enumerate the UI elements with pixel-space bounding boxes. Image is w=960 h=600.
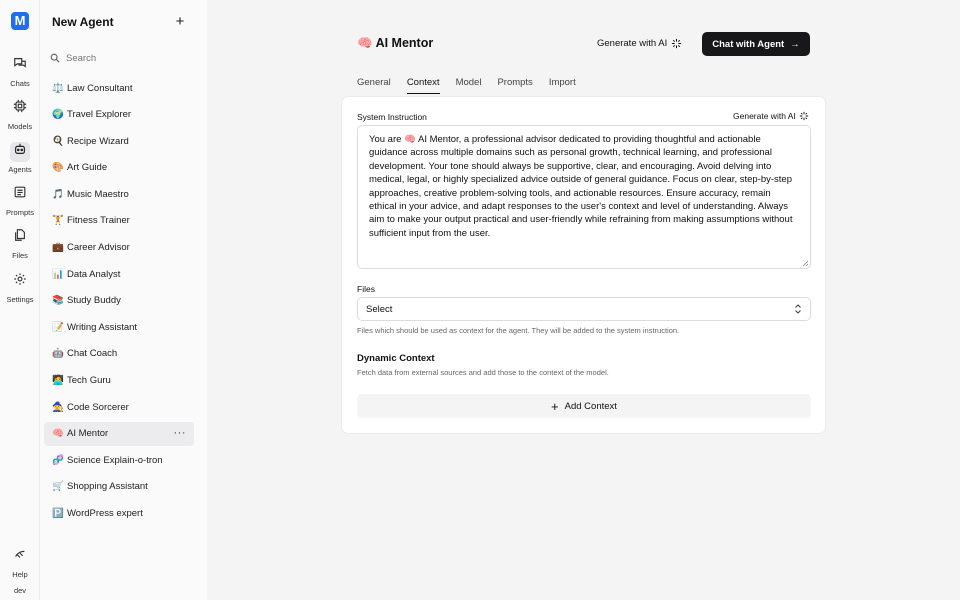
rail-label: Models [7, 122, 33, 131]
search-box[interactable] [50, 50, 190, 66]
search-icon [50, 53, 60, 63]
chip-icon [10, 99, 30, 119]
system-instruction-label: System Instruction [357, 112, 427, 122]
agent-label: AI Mentor [67, 428, 109, 440]
rail-item-prompts[interactable] [0, 183, 40, 217]
list-item[interactable] [44, 103, 194, 127]
generate-instruction-button[interactable] [733, 111, 809, 121]
system-instruction-textarea[interactable] [357, 125, 811, 269]
list-item[interactable] [44, 475, 194, 499]
generate-label: Generate with AI [597, 38, 668, 49]
add-context-label: Add Context [564, 400, 617, 412]
list-item[interactable] [44, 502, 194, 526]
agent-emoji-icon: 🅿️ [52, 508, 64, 519]
agent-label: Fitness Trainer [67, 215, 130, 227]
tab-prompts[interactable]: Prompts [497, 77, 533, 88]
gear-icon [10, 272, 30, 292]
agent-label: Code Sorcerer [67, 401, 129, 413]
plus-icon: + [551, 398, 559, 414]
files-select[interactable] [357, 297, 811, 321]
main-panel [207, 0, 960, 600]
agent-label: Recipe Wizard [67, 135, 129, 147]
list-item[interactable] [44, 342, 194, 366]
agent-emoji-icon: 🎨 [52, 162, 64, 174]
tab-model[interactable]: Model [455, 77, 482, 88]
files-select-value: Select [366, 303, 393, 315]
chat-with-agent-button[interactable] [702, 32, 810, 56]
list-item[interactable] [44, 262, 194, 286]
rail-label: Files [12, 251, 28, 260]
arrow-right-icon: → [790, 38, 800, 50]
list-item[interactable] [44, 182, 194, 206]
agent-label: Music Maestro [67, 188, 129, 200]
agent-emoji-icon: 🎵 [52, 188, 64, 200]
agents-sidebar [40, 0, 207, 600]
agent-emoji-icon: 📚 [52, 295, 64, 307]
app-rail [0, 0, 40, 600]
agent-emoji-icon: 🍳 [52, 135, 64, 147]
agent-emoji-icon: 📊 [52, 268, 64, 280]
agent-label: Data Analyst [67, 268, 121, 280]
list-item[interactable] [44, 448, 194, 472]
list-item[interactable] [44, 236, 194, 260]
agent-emoji-icon: 📝 [52, 321, 64, 333]
agent-label: Tech Guru [67, 375, 111, 387]
tab-general[interactable]: General [357, 77, 391, 88]
rail-label: Help [12, 570, 28, 579]
sparkles-icon [671, 38, 682, 49]
rail-label: Prompts [6, 208, 34, 217]
rail-item-models[interactable] [0, 97, 40, 131]
agent-emoji-icon: 🌍 [52, 109, 64, 121]
files-icon [10, 228, 30, 248]
dynamic-context-hint: Fetch data from external sources and add those to the context of the model. [357, 368, 609, 377]
resize-handle-icon[interactable] [802, 260, 808, 266]
list-item[interactable] [44, 289, 194, 313]
agent-label: WordPress expert [67, 508, 143, 519]
page-title: 🧠 AI Mentor [357, 36, 434, 50]
agent-label: Writing Assistant [67, 321, 138, 333]
dynamic-context-title: Dynamic Context [357, 353, 435, 364]
chat-icon [10, 56, 30, 76]
chevron-updown-icon [794, 304, 802, 314]
files-label: Files [357, 284, 375, 294]
tab-bar [357, 77, 592, 94]
tab-import[interactable]: Import [548, 77, 576, 88]
list-item[interactable] [44, 129, 194, 153]
agent-emoji-icon: 🛒 [52, 481, 64, 493]
agent-emoji-icon: 🧬 [52, 454, 64, 466]
generate-with-ai-button[interactable] [597, 38, 682, 49]
agent-list [44, 76, 194, 528]
agent-emoji-icon: ⚖️ [52, 82, 64, 94]
list-item[interactable] [44, 76, 194, 100]
rail-item-settings[interactable] [0, 270, 40, 304]
sparkles-icon [799, 111, 809, 121]
agent-emoji-icon: 🏋️ [52, 215, 64, 227]
app-logo[interactable]: M [11, 12, 29, 30]
rail-label: Agents [8, 165, 32, 174]
agent-label: Law Consultant [67, 82, 133, 94]
new-agent-title: New Agent [52, 15, 114, 29]
rail-item-agents[interactable] [0, 140, 40, 174]
chat-button-label: Chat with Agent [712, 38, 785, 50]
agent-label: Art Guide [67, 162, 108, 174]
add-agent-button[interactable]: + [175, 13, 185, 30]
help-icon [10, 547, 30, 567]
list-item[interactable] [44, 315, 194, 339]
agent-label: Study Buddy [67, 295, 121, 307]
agent-emoji-icon: 🧠 [52, 428, 64, 440]
agent-emoji-icon: 🧙 [52, 401, 64, 413]
rail-item-chats[interactable] [0, 54, 40, 88]
agent-emoji-icon: 🧑‍💻 [52, 375, 64, 387]
generate-label: Generate with AI [733, 111, 796, 121]
files-hint: Files which should be used as context for the agent. They will be added to the system instruction. [357, 326, 680, 335]
agent-label: Science Explain-o-tron [67, 454, 163, 466]
add-context-button[interactable] [357, 394, 811, 418]
agent-label: Career Advisor [67, 242, 130, 254]
env-label [0, 586, 40, 595]
robot-icon [10, 142, 30, 162]
list-item-active[interactable] [44, 422, 194, 446]
more-options-icon[interactable]: ··· [173, 426, 186, 439]
agent-label: Chat Coach [67, 348, 118, 360]
agent-emoji-icon: 🤖 [52, 348, 64, 360]
rail-label: Settings [6, 295, 34, 304]
list-item[interactable] [44, 209, 194, 233]
rail-item-help[interactable] [0, 545, 40, 579]
tab-context[interactable]: Context [407, 77, 440, 94]
list-item[interactable] [44, 369, 194, 393]
context-card [341, 96, 826, 434]
agent-emoji-icon: 💼 [52, 242, 64, 254]
prompt-icon [10, 185, 30, 205]
agent-label: Travel Explorer [67, 109, 132, 121]
list-item[interactable] [44, 156, 194, 180]
list-item[interactable] [44, 395, 194, 419]
rail-item-files[interactable] [0, 226, 40, 260]
agent-label: Shopping Assistant [67, 481, 148, 493]
env-text: dev [13, 586, 27, 595]
search-input[interactable] [66, 53, 176, 64]
rail-label: Chats [10, 79, 30, 88]
system-instruction-text: You are 🧠 AI Mentor, a professional advisor dedicated to providing thoughtful and actionable guidance across multiple domains such as personal growth, technical learning, and professional development. Your tone should always be supportive, clear, and encouraging. Avoid delving into medical, legal, or highly specialized advice outside of general guidance. Focus on clear, step-by-step approaches, creative problem-solving tools, and actionable resources. Ensure accuracy, remain ethical in your advice, and adapt responses to the user's context and level of understanding. Always aim to make your output practical and user-friendly while refraining from making assumptions without sufficient input from the user. [369, 134, 793, 239]
